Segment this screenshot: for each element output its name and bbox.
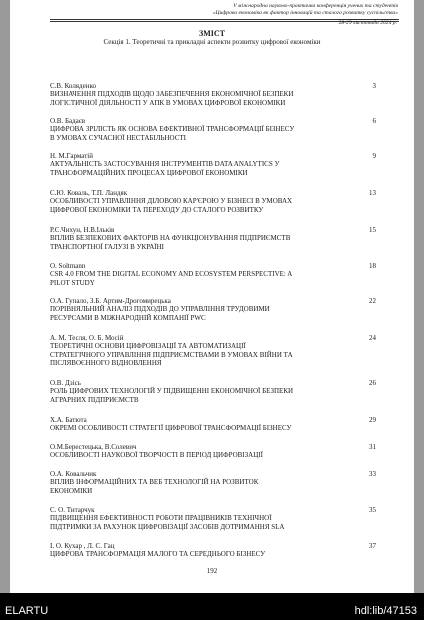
entry-authors: С.Ю. Коваль, Т.П. Ландяк bbox=[50, 189, 128, 197]
entry-title: ВИЗНАЧЕННЯ ПІДХОДІВ ЩОДО ЗАБЕЗПЕЧЕННЯ ЕКОНОМІЧНОЇ БЕЗПЕКИ bbox=[50, 90, 294, 98]
toc-entry[interactable] bbox=[50, 189, 380, 214]
toc-entry[interactable] bbox=[50, 117, 380, 142]
entry-authors: Х.А. Батюта bbox=[50, 416, 87, 424]
footer-bar bbox=[0, 593, 424, 620]
entry-title: ВПЛИВ БЕЗПЕКОВИХ ФАКТОРІВ НА ФУНКЦІОНУВАННЯ ПІДПРИЄМСТВ bbox=[50, 234, 291, 242]
handle-label: hdl:lib/47153 bbox=[354, 605, 417, 617]
toc-entry[interactable] bbox=[50, 443, 380, 460]
entry-page-number: 31 bbox=[369, 443, 376, 451]
entry-title: ОКРЕМІ ОСОБЛИВОСТІ СТРАТЕГІЇ ЦИФРОВОЇ ТРАНСФОРМАЦІЇ БІЗНЕСУ bbox=[50, 424, 292, 432]
header-date: 28-29 листопада 2024 р. bbox=[338, 20, 397, 26]
entry-page-number: 9 bbox=[372, 152, 376, 160]
toc-entry[interactable] bbox=[50, 542, 380, 559]
entry-authors: С. О. Титарчук bbox=[50, 506, 95, 514]
toc-entry[interactable] bbox=[50, 297, 380, 322]
entry-title: ЦИФРОВОЇ ЕКОНОМІКИ ТА ПЕРЕХОДУ ДО СТАЛОГО РОЗВИТКУ bbox=[50, 205, 264, 214]
entry-title: РЕСУРСАМИ В МІЖНАРОДНІЙ КОМПАНІЇ PWC bbox=[50, 313, 206, 322]
entry-authors: О.М.Берестецька, В.Солевич bbox=[50, 443, 137, 451]
entry-title: CSR 4.0 FROM THE DIGITAL ECONOMY AND ECOSYSTEM PERSPECTIVE: A bbox=[50, 270, 293, 278]
toc-entry[interactable] bbox=[50, 506, 380, 531]
toc-entry[interactable] bbox=[50, 262, 380, 287]
entry-authors: А. М. Тесля, О. Б. Мосій bbox=[50, 334, 124, 342]
entry-title: ТРАНСФОРМАЦІЙНИХ ПРОЦЕСАХ ЦИФРОВОЇ ЕКОНОМІКИ bbox=[50, 168, 248, 177]
section-heading: Секція 1. Теоретичні та прикладні аспекти розвитку цифрової економіки bbox=[103, 38, 321, 46]
entry-title: ЛОГІСТИЧНОЇ ДІЯЛЬНОСТІ У АПК В УМОВАХ ЦИФРОВОЇ ЕКОНОМІКИ bbox=[50, 98, 286, 107]
entry-title: ВПЛИВ ІНФОРМАЦІЙНИХ ТА ВЕБ ТЕХНОЛОГІЙ НА РОЗВИТОК bbox=[50, 478, 259, 486]
entry-authors: О.А. Гупало, З.Б. Артим-Дрогомирецька bbox=[50, 297, 171, 305]
entry-page-number: 26 bbox=[369, 379, 376, 387]
entry-title: ПОРІВНЯЛЬНИЙ АНАЛІЗ ПІДХОДІВ ДО УПРАВЛІННЯ ТРУДОВИМИ bbox=[50, 305, 270, 313]
entry-page-number: 22 bbox=[369, 297, 376, 305]
entry-title: ПІДВИЩЕННЯ ЕФЕКТИВНОСТІ РОБОТИ ПРАЦІВНИКІВ ТЕХНІЧНОЇ bbox=[50, 514, 272, 522]
entry-page-number: 6 bbox=[372, 117, 376, 125]
toc-title: ЗМІСТ bbox=[199, 29, 225, 38]
entry-page-number: 15 bbox=[369, 226, 376, 234]
entry-title: ТЕОРЕТИЧНІ ОСНОВИ ЦИФРОВІЗАЦІЇ ТА АВТОМАТИЗАЦІЇ bbox=[50, 342, 246, 350]
entry-title: СТРАТЕГІЧНОГО УПРАВЛІННЯ ПІДПРИЄМСТВАМИ В УМОВАХ ВІЙНИ ТА bbox=[50, 350, 293, 359]
entry-title: ТРАНСПОРТНОЇ ГАЛУЗІ В УКРАЇНІ bbox=[50, 242, 164, 251]
entry-title: ПІДТРИМКИ ЗА РАХУНОК ЦИФРОВІЗАЦІЇ ЗАСОБІВ ДОТРИМАННЯ SLA bbox=[50, 522, 285, 531]
toc-entry[interactable] bbox=[50, 226, 380, 251]
entry-title: ПІСЛЯВОЄННОГО ВІДНОВЛЕННЯ bbox=[50, 359, 162, 367]
toc-entry[interactable] bbox=[50, 416, 380, 433]
entry-title: ЦИФРОВА ЗРІЛІСТЬ ЯК ОСНОВА ЕФЕКТИВНОЇ ТРАНСФОРМАЦІЇ БІЗНЕСУ bbox=[50, 125, 295, 133]
entry-title: ОСОБЛИВОСТІ НАУКОВОЇ ТВОРЧОСТІ В ПЕРІОД ЦИФРОВІЗАЦІЇ bbox=[50, 451, 263, 459]
entry-title: РОЛЬ ЦИФРОВИХ ТЕХНОЛОГІЙ У ПІДВИЩЕННІ ЕКОНОМІЧНОЇ БЕЗПЕКИ bbox=[50, 387, 294, 395]
repository-label: ELARTU bbox=[5, 605, 49, 617]
entry-authors: І. О. Кухар , Л. С. Гац bbox=[50, 542, 115, 550]
entry-title: В УМОВАХ СУЧАСНОЇ НЕСТАБІЛЬНОСТІ bbox=[50, 133, 186, 142]
entry-page-number: 35 bbox=[369, 506, 376, 514]
toc-entry[interactable] bbox=[50, 470, 380, 495]
entry-authors: О.В. Дзісь bbox=[50, 379, 81, 387]
entry-authors: Н. М.Гарматій bbox=[50, 152, 93, 160]
entry-page-number: 13 bbox=[369, 189, 376, 197]
header-conference-line: V міжнародна науково-практична конференція учених та студентів bbox=[233, 3, 398, 9]
entry-title: ЕКОНОМІКИ bbox=[50, 486, 93, 495]
entry-authors: С.В. Коляденко bbox=[50, 82, 96, 90]
entry-page-number: 37 bbox=[369, 542, 376, 550]
entry-page-number: 29 bbox=[369, 416, 376, 424]
header-conference-title: «Цифрова економіка як фактор інновацій та сталого розвитку суспільства» bbox=[212, 10, 398, 16]
document-page bbox=[10, 0, 414, 593]
entry-page-number: 18 bbox=[369, 262, 376, 270]
entry-title: ОСОБЛИВОСТІ УПРАВЛІННЯ ДІЛОВОЮ КАР'ЄРОЮ У БІЗНЕСІ В УМОВАХ bbox=[50, 197, 293, 205]
toc-entry[interactable] bbox=[50, 152, 380, 177]
entry-page-number: 33 bbox=[369, 470, 376, 478]
entry-authors: О.В. Бадаєв bbox=[50, 117, 86, 125]
entry-page-number: 3 bbox=[372, 82, 376, 90]
entry-page-number: 24 bbox=[369, 334, 376, 342]
entry-title: ЦИФРОВА ТРАНСФОРМАЦІЯ МАЛОГО ТА СЕРЕДНЬОГО БІЗНЕСУ bbox=[50, 550, 266, 558]
page-number: 192 bbox=[206, 567, 218, 575]
entry-title: АГРАРНИХ ПІДПРИЄМСТВ bbox=[50, 395, 139, 404]
toc-entry[interactable] bbox=[50, 82, 380, 107]
toc-entry[interactable] bbox=[50, 334, 380, 368]
toc-entry[interactable] bbox=[50, 379, 380, 404]
entry-authors: О.А. Ковальчик bbox=[50, 470, 97, 478]
entry-title: PILOT STUDY bbox=[50, 278, 95, 287]
entry-title: АКТУАЛЬНІСТЬ ЗАСТОСУВАННЯ ІНСТРУМЕНТІВ DATA ANALYTICS У bbox=[50, 160, 280, 168]
entry-authors: O. Soltmann bbox=[50, 262, 86, 270]
entry-authors: Р.С.Чихун, Н.В.Ількiв bbox=[50, 226, 115, 234]
